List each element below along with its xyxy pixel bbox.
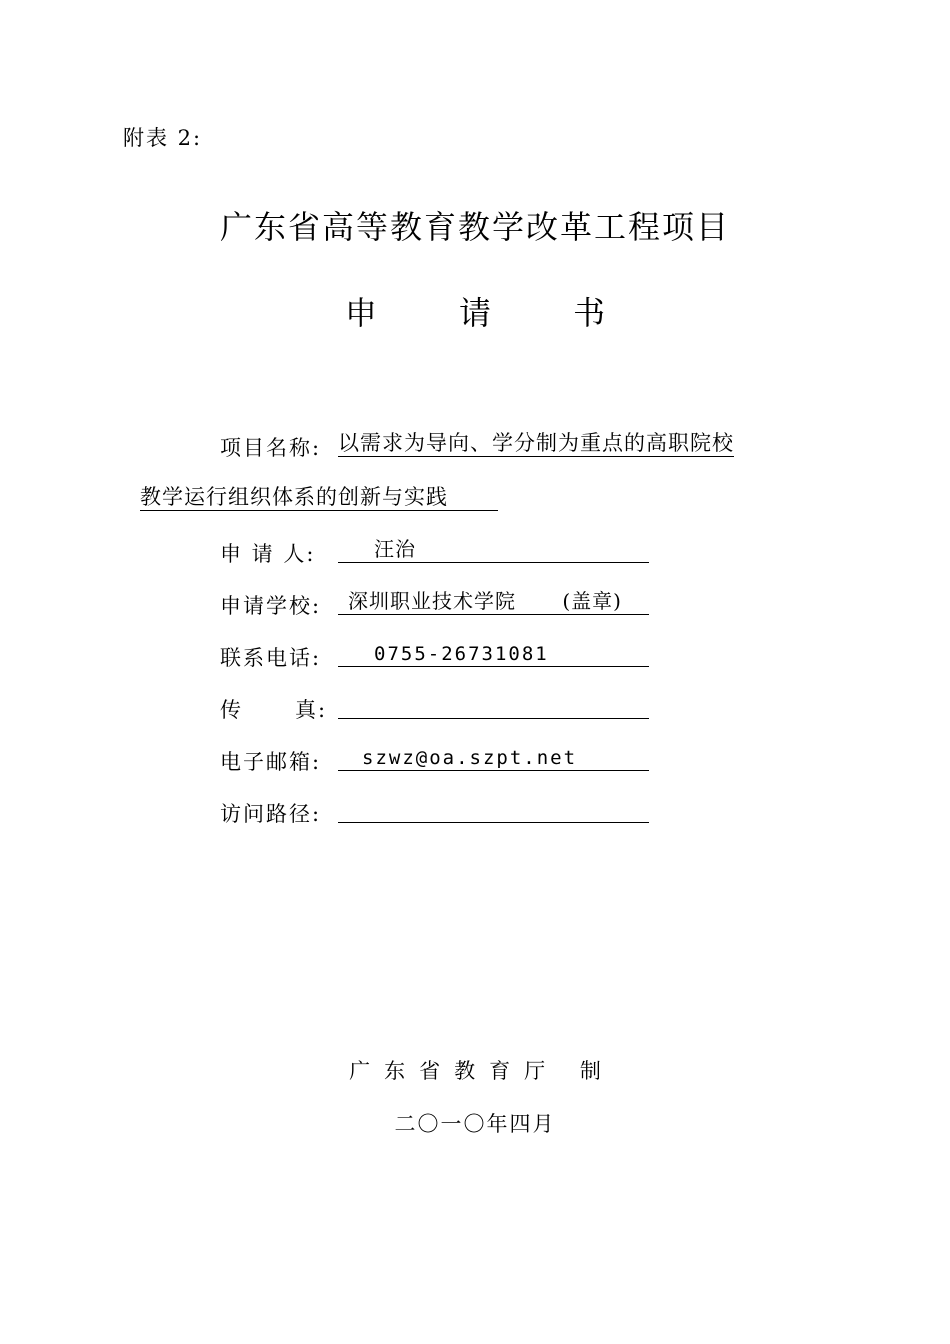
email-value: szwz@oa.szpt.net bbox=[362, 747, 578, 769]
school-label: 申请学校: bbox=[220, 594, 322, 618]
access-path-label: 访问路径: bbox=[220, 802, 322, 826]
phone-value: 0755-26731081 bbox=[374, 643, 549, 665]
applicant-label: 申 请 人: bbox=[220, 542, 316, 566]
phone-field bbox=[338, 640, 649, 667]
applicant-value: 汪治 bbox=[374, 537, 416, 561]
phone-label: 联系电话: bbox=[220, 646, 322, 670]
project-name-value-line2: 教学运行组织体系的创新与实践 bbox=[140, 484, 498, 511]
school-value: 深圳职业技术学院 bbox=[348, 589, 516, 613]
issuing-authority: 广东省教育厅 制 bbox=[349, 1059, 615, 1083]
applicant-field bbox=[338, 536, 649, 563]
access-path-field bbox=[338, 796, 649, 823]
fax-field bbox=[338, 692, 649, 719]
fax-label: 传 真: bbox=[220, 698, 328, 722]
document-subtitle: 申 请 书 bbox=[344, 294, 642, 332]
project-name-value-line1: 以需求为导向、学分制为重点的高职院校 bbox=[338, 431, 734, 455]
email-field bbox=[338, 744, 649, 771]
email-label: 电子邮箱: bbox=[220, 750, 322, 774]
attachment-label: 附表 2: bbox=[123, 126, 203, 150]
issue-date: 二〇一〇年四月 bbox=[394, 1112, 556, 1136]
seal-note: (盖章) bbox=[562, 589, 622, 613]
document-title: 广东省高等教育教学改革工程项目 bbox=[219, 208, 730, 246]
school-field bbox=[338, 588, 649, 615]
project-name-label: 项目名称: bbox=[220, 436, 322, 460]
